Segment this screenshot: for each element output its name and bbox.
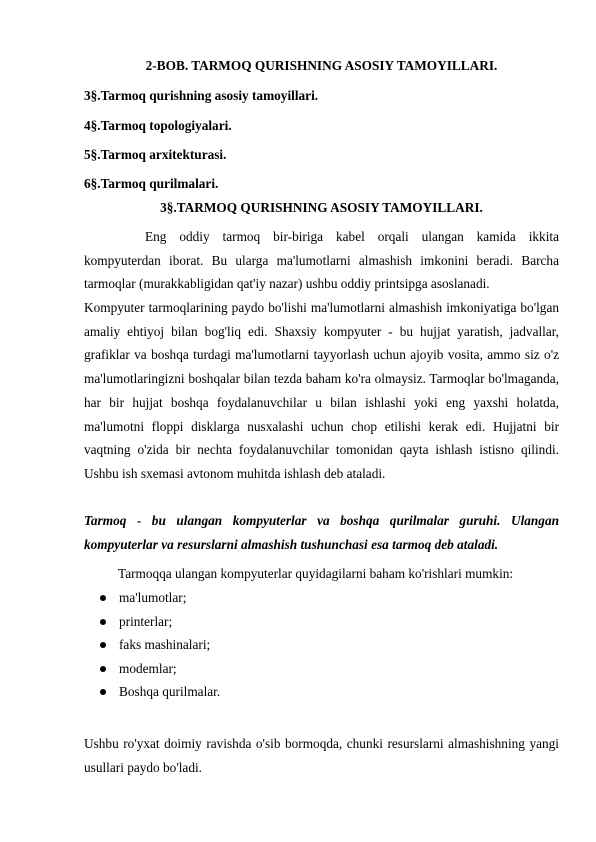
bullet-icon [100,595,106,601]
bullet-icon [100,666,106,672]
chapter-title: 2-BOB. TARMOQ QURISHNING ASOSIY TAMOYILLARI. [145,58,498,73]
list-item: modemlar; [100,657,520,681]
section-title: 3§.TARMOQ QURISHNING ASOSIY TAMOYILLARI. [160,200,483,215]
list-item: Boshqa qurilmalar. [100,680,520,704]
paragraph-intro: Eng oddiy tarmoq bir-biriga kabel orqali ulangan kamida ikkita kompyuterdan iborat. Bu ularga ma'lumotlarni almashish imkonini beradi. Barcha tarmoqlar (murakkabligidan qat'iy nazar) ushbu oddiy printsipga asoslanadi. [84,229,559,292]
bullet-icon [100,642,106,648]
paragraph-closing: Ushbu ro'yxat doimiy ravishda o'sib bormoqda, chunki resurslarni almashishning yangi usullari paydo bo'ladi. [84,736,559,775]
shared-resources-list [100,586,520,704]
list-item: ma'lumotlar; [100,586,520,610]
list-item: faks mashinalari; [100,633,520,657]
toc-item: 4§.Tarmoq topologiyalari. [84,118,232,133]
toc-item: 6§.Tarmoq qurilmalari. [84,176,219,191]
toc-item: 3§.Tarmoq qurishning asosiy tamoyillari. [84,88,319,103]
bullet-icon [100,689,106,695]
paragraph-history: Kompyuter tarmoqlarining paydo bo'lishi ma'lumotlarni almashish imkoniyatiga bo'lgan amaliy ehtiyoj bilan bog'liq edi. Shaxsiy kompyuter - bu hujjat yaratish, jadvallar, grafiklar va boshqa turdagi ma'lumotlarni tayyorlash uchun ajoyib vosita, ammo siz o'z ma'lumotlaringizni boshqalar bilan tezda baham ko'ra olmaysiz. Tarmoqlar bo'lmaganda, har bir hujjat boshqa foydalanuvchilar u bilan ishlashi yoki eng yaxshi holatda, ma'lumotni floppi disklarga nusxalashi uchun chop etilishi kerak edi. Hujjatni bir vaqtning o'zida bir nechta foydalanuvchilar tomonidan qayta ishlash istisno qilindi. Ushbu ish sxemasi avtonom muhitda ishlash deb ataladi. [84,300,559,481]
toc-item: 5§.Tarmoq arxitekturasi. [84,147,227,162]
list-intro: Tarmoqqa ulangan kompyuterlar quyidagilarni baham ko'rishlari mumkin: [118,566,514,581]
list-item: printerlar; [100,610,520,634]
bullet-icon [100,619,106,625]
definition-text: Tarmoq - bu ulangan kompyuterlar va boshqa qurilmalar guruhi. Ulangan kompyuterlar va resurslarni almashish tushunchasi esa tarmoq deb ataladi. [84,513,559,552]
